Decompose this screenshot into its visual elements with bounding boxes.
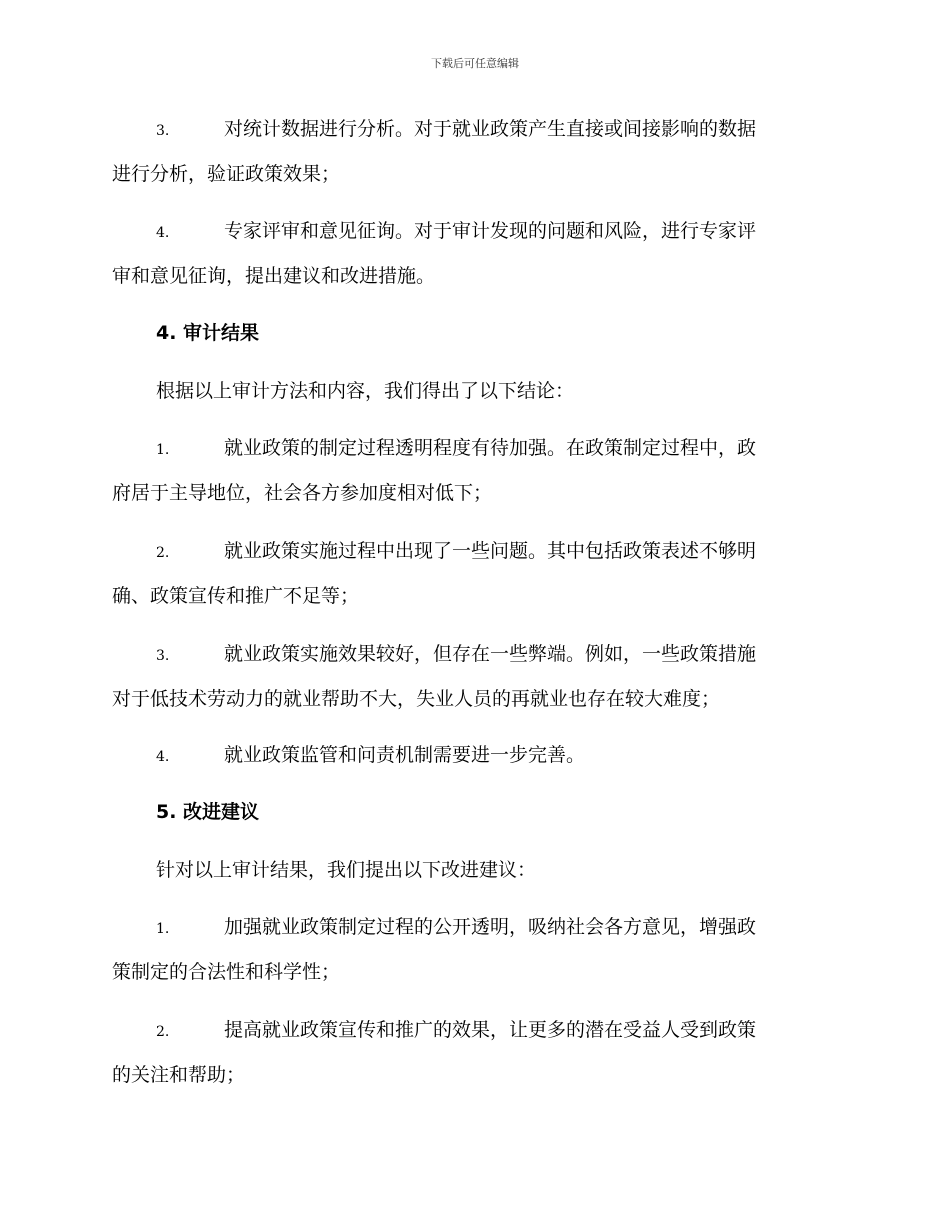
item-text-continued: 的关注和帮助； bbox=[112, 1064, 246, 1086]
list-item bbox=[112, 107, 837, 197]
list-item bbox=[112, 905, 837, 995]
item-text-continued: 策制定的合法性和科学性； bbox=[112, 961, 341, 983]
item-number: 3. bbox=[156, 648, 170, 664]
item-text: 就业政策的制定过程透明程度有待加强。在政策制定过程中，政 bbox=[224, 437, 757, 459]
item-number: 3. bbox=[156, 123, 170, 139]
item-text-continued: 府居于主导地位，社会各方参加度相对低下； bbox=[112, 482, 493, 504]
item-number: 2. bbox=[156, 1024, 170, 1040]
item-number: 1. bbox=[156, 921, 170, 937]
list-item bbox=[112, 209, 837, 299]
item-text: 就业政策实施过程中出现了一些问题。其中包括政策表述不够明 bbox=[224, 540, 757, 562]
item-text: 就业政策监管和问责机制需要进一步完善。 bbox=[224, 744, 586, 766]
item-text: 对统计数据进行分析。对于就业政策产生直接或间接影响的数据 bbox=[224, 118, 757, 140]
list-item bbox=[112, 529, 837, 619]
item-text: 就业政策实施效果较好，但存在一些弊端。例如，一些政策措施 bbox=[224, 643, 757, 665]
item-number: 1. bbox=[156, 442, 170, 458]
list-item bbox=[112, 733, 837, 778]
list-item bbox=[112, 1008, 837, 1098]
item-text-continued: 对于低技术劳动力的就业帮助不大，失业人员的再就业也存在较大难度； bbox=[112, 688, 721, 710]
item-number: 2. bbox=[156, 545, 170, 561]
item-number: 4. bbox=[156, 749, 170, 765]
item-number: 4. bbox=[156, 225, 170, 241]
item-text: 专家评审和意见征询。对于审计发现的问题和风险，进行专家评 bbox=[224, 220, 757, 242]
section-heading: 4. 审计结果 bbox=[156, 322, 260, 344]
item-text-continued: 进行分析，验证政策效果； bbox=[112, 163, 341, 185]
item-text-continued: 确、政策宣传和推广不足等； bbox=[112, 585, 360, 607]
section-intro: 针对以上审计结果，我们提出以下改进建议： bbox=[156, 859, 537, 881]
section-heading: 5. 改进建议 bbox=[156, 801, 260, 823]
list-item bbox=[112, 426, 837, 516]
item-text-continued: 审和意见征询，提出建议和改进措施。 bbox=[112, 265, 436, 287]
item-text: 提高就业政策宣传和推广的效果，让更多的潜在受益人受到政策 bbox=[224, 1019, 757, 1041]
section-intro: 根据以上审计方法和内容，我们得出了以下结论： bbox=[156, 380, 575, 402]
list-item bbox=[112, 632, 837, 722]
page-header: 下载后可任意编辑 bbox=[431, 57, 519, 70]
item-text: 加强就业政策制定过程的公开透明，吸纳社会各方意见，增强政 bbox=[224, 916, 757, 938]
